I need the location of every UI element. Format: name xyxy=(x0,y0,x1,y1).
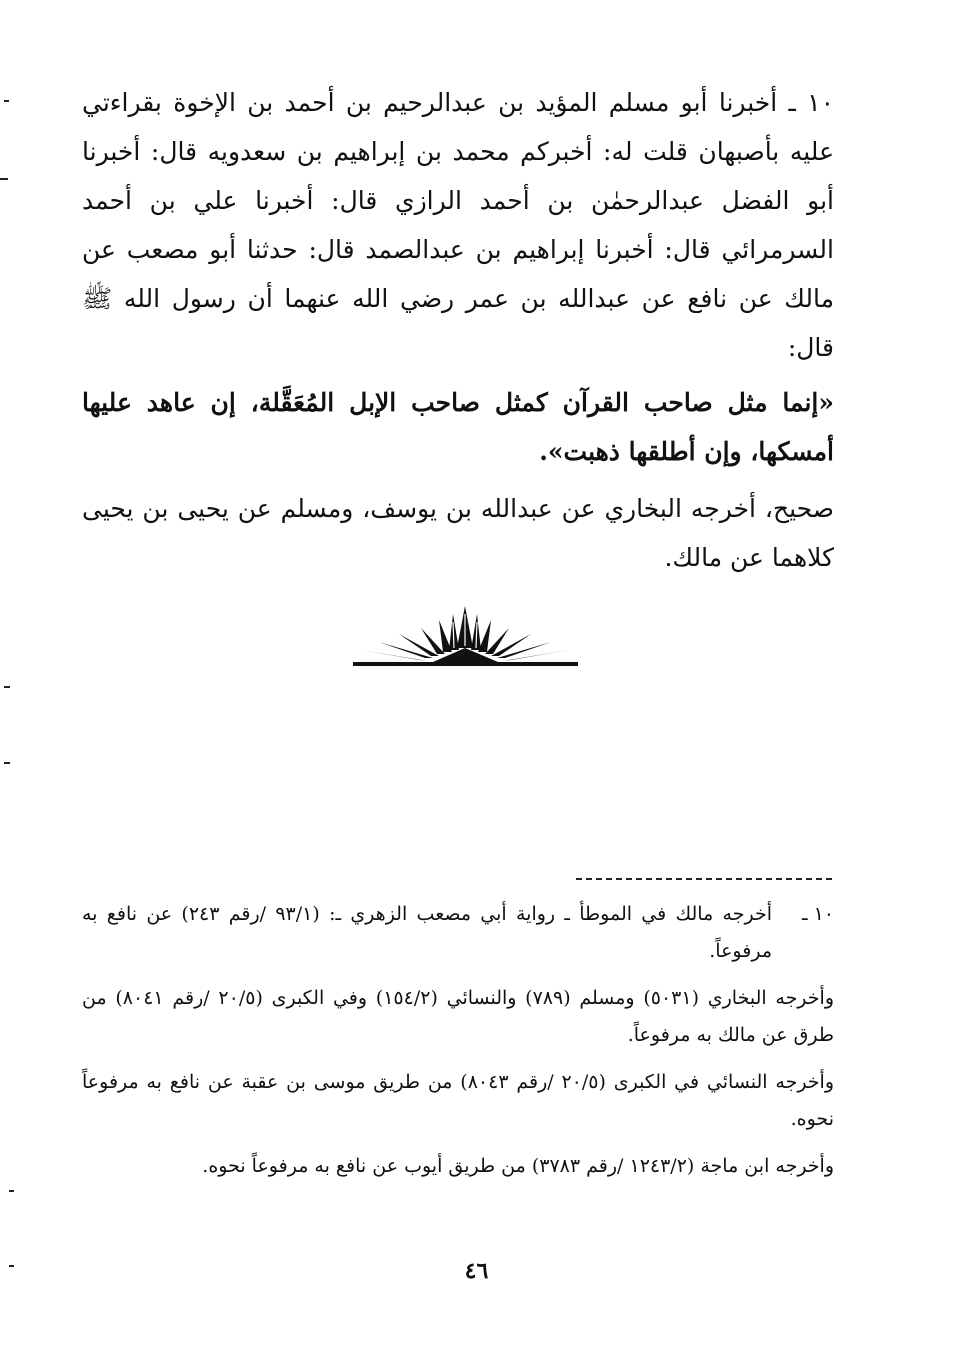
footnotes xyxy=(82,896,834,1195)
footnote-text: وأخرجه البخاري (٥٠٣١) ومسلم (٧٨٩) والنسائي (١٥٤/٢) وفي الكبرى (٢٠/٥ /رقم ٨٠٤١) من طرق عن مالك به مرفوعاً. xyxy=(82,987,834,1046)
main-text xyxy=(82,78,834,582)
footnote-separator xyxy=(576,878,832,880)
scan-mark xyxy=(0,178,8,180)
page-number: ٤٦ xyxy=(464,1258,489,1284)
takhrij-paragraph: صحيح، أخرجه البخاري عن عبدالله بن يوسف، ومسلم عن يحيى بن يحيى كلاهما عن مالك. xyxy=(82,494,834,572)
footnote-item xyxy=(82,980,834,1054)
isnad-paragraph: ١٠ ـ أخبرنا أبو مسلم المؤيد بن عبدالرحيم بن أحمد بن الإخوة بقراءتي عليه بأصبهان قلت له: أخبركم محمد بن إبراهيم بن سعدويه قال: أخبرنا أبو الفضل عبدالرحمٰن بن أحمد الرازي قال: أخبرنا علي بن أحمد السرمرائي قال: أخبرنا إبراهيم بن عبدالصمد قال: حدثنا أبو مصعب عن مالك عن نافع عن عبدالله بن عمر رضي الله عنهما أن رسول الله ﷺ قال: xyxy=(82,88,834,362)
footnote-text: أخرجه مالك في الموطأ ـ رواية أبي مصعب الزهري ـ: (٩٣/١ /رقم ٢٤٣) عن نافع به مرفوعاً. xyxy=(82,903,773,962)
scan-mark xyxy=(4,762,10,764)
footnote-number: ١٠ ـ xyxy=(801,903,834,925)
scan-mark xyxy=(4,686,10,688)
scan-mark xyxy=(9,1265,14,1267)
footnote-item xyxy=(82,896,834,970)
sunburst-ornament-icon xyxy=(353,604,578,668)
footnote-item xyxy=(82,1064,834,1138)
hadith-text: «إنما مثل صاحب القرآن كمثل صاحب الإبل المُعَقَّلة، إن عاهد عليها أمسكها، وإن أطلقها ذهبت». xyxy=(82,388,834,466)
footnote-text: وأخرجه ابن ماجة (١٢٤٣/٢ /رقم ٣٧٨٣) من طريق أيوب عن نافع به مرفوعاً نحوه. xyxy=(202,1155,834,1177)
footnote-item xyxy=(82,1148,834,1185)
footnote-text: وأخرجه النسائي في الكبرى (٢٠/٥ /رقم ٨٠٤٣) من طريق موسى بن عقبة عن نافع به مرفوعاً نحوه. xyxy=(82,1071,835,1130)
scan-mark xyxy=(9,1190,14,1192)
scan-mark xyxy=(4,100,9,102)
